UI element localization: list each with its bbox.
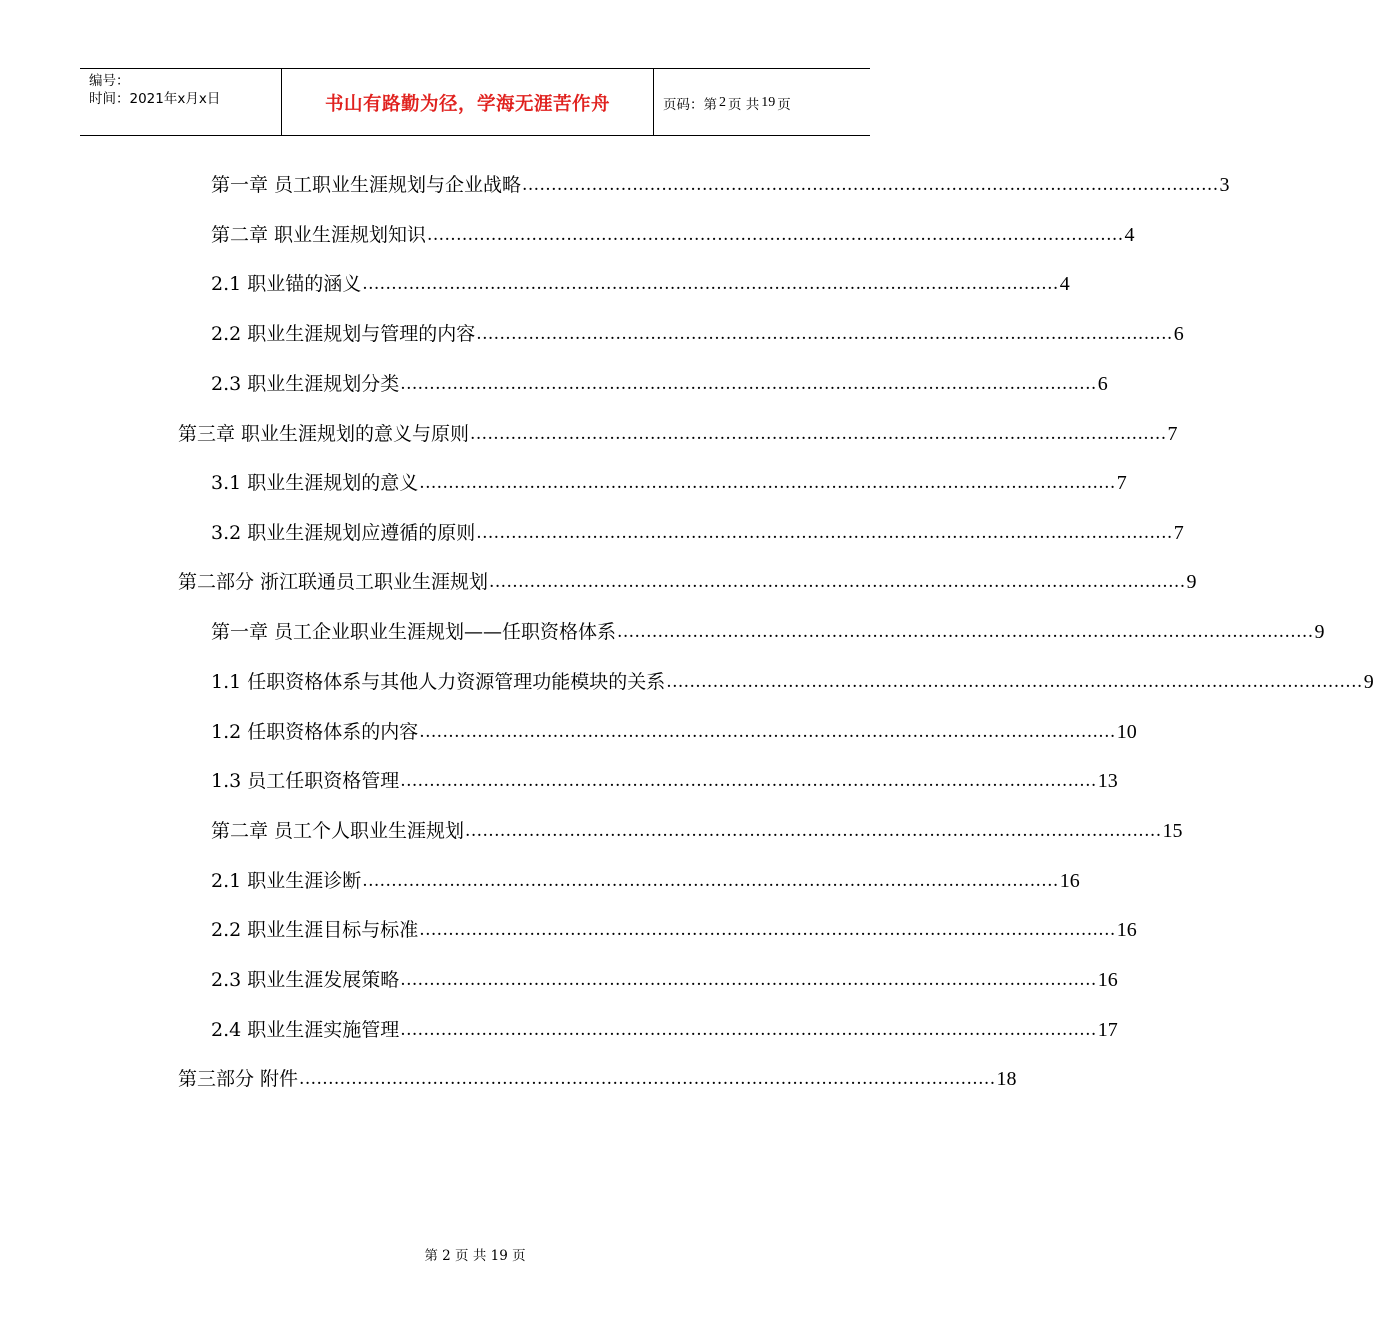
toc-entry[interactable] [211,220,1135,250]
toc-leader-dots: ........................................................................................................................ [400,970,1097,990]
header-page-suffix: 页 [777,97,791,113]
toc-leader-dots: ........................................................................................................................ [666,672,1363,692]
header-page-info [654,69,870,135]
toc-leader-dots: ........................................................................................................................ [299,1069,996,1089]
toc-leader-dots: ........................................................................................................................ [470,424,1167,444]
header-meta [80,69,282,135]
toc-entry-page: 4 [1124,224,1135,246]
header-page-mid: 页 共 [728,97,760,113]
toc-leader-dots: ........................................................................................................................ [476,324,1173,344]
toc-entry[interactable] [211,766,1118,796]
toc-entry-title: 3.2 职业生涯规划应遵循的原则 [211,522,476,544]
toc-entry-page: 9 [1186,571,1197,593]
toc-entry-page: 7 [1116,472,1127,494]
toc-entry-title: 2.3 职业生涯规划分类 [211,373,400,395]
toc-leader-dots: ........................................................................................................................ [400,1020,1097,1040]
toc-entry-title: 第二章 职业生涯规划知识 [211,224,427,246]
toc-entry[interactable] [211,518,1184,548]
toc-entry[interactable] [211,170,1230,200]
header-number-label: 编号： [89,73,130,89]
toc-entry[interactable] [211,269,1070,299]
toc-entry[interactable] [211,866,1080,896]
toc-entry-title: 2.2 职业生涯目标与标准 [211,919,419,941]
toc-entry-page: 9 [1314,621,1325,643]
toc-entry[interactable] [178,1064,1017,1094]
toc-leader-dots: ........................................................................................................................ [419,473,1116,493]
toc-leader-dots: ........................................................................................................................ [362,871,1059,891]
toc-entry-title: 第一章 员工企业职业生涯规划——任职资格体系 [211,621,617,643]
toc-entry-page: 9 [1363,671,1374,693]
toc-entry[interactable] [211,468,1127,498]
toc-leader-dots: ........................................................................................................................ [617,622,1314,642]
toc-leader-dots: ........................................................................................................................ [427,225,1124,245]
toc-leader-dots: ........................................................................................................................ [489,572,1186,592]
page-footer: 第 2 页 共 19 页 [424,1248,526,1264]
toc-entry-page: 7 [1173,522,1184,544]
toc-entry-page: 3 [1219,174,1230,196]
toc-entry-page: 6 [1173,323,1184,345]
toc-entry[interactable] [211,965,1118,995]
toc-entry-page: 16 [1097,969,1118,991]
toc-entry[interactable] [211,617,1325,647]
toc-leader-dots: ........................................................................................................................ [419,722,1116,742]
toc-entry-title: 1.3 员工任职资格管理 [211,770,400,792]
toc-entry[interactable] [178,567,1197,597]
toc-entry[interactable] [211,369,1108,399]
header-page-current: 2 [719,95,726,110]
toc-entry-title: 第三章 职业生涯规划的意义与原则 [178,423,470,445]
toc-entry-title: 2.2 职业生涯规划与管理的内容 [211,323,476,345]
toc-entry-page: 16 [1116,919,1137,941]
toc-entry[interactable] [211,667,1374,697]
toc-entry-title: 1.1 任职资格体系与其他人力资源管理功能模块的关系 [211,671,666,693]
toc-entry-page: 6 [1097,373,1108,395]
toc-entry[interactable] [211,915,1137,945]
toc-entry-title: 第一章 员工职业生涯规划与企业战略 [211,174,522,196]
toc-entry-title: 2.1 职业生涯诊断 [211,870,362,892]
toc-entry-title: 第二章 员工个人职业生涯规划 [211,820,465,842]
toc-leader-dots: ........................................................................................................................ [419,920,1116,940]
toc-entry-page: 16 [1059,870,1080,892]
toc-leader-dots: ........................................................................................................................ [465,821,1162,841]
page-header [80,68,870,136]
toc-entry-title: 2.3 职业生涯发展策略 [211,969,400,991]
toc-leader-dots: ........................................................................................................................ [476,523,1173,543]
toc-entry-title: 1.2 任职资格体系的内容 [211,721,419,743]
header-page-total: 19 [761,95,776,110]
header-page-prefix: 页码：第 [663,97,717,113]
header-time-label: 时间：2021年x月x日 [89,91,221,107]
toc-entry-page: 15 [1162,820,1183,842]
toc-entry-title: 第二部分 浙江联通员工职业生涯规划 [178,571,489,593]
toc-entry[interactable] [211,1015,1118,1045]
toc-entry[interactable] [211,319,1184,349]
toc-entry-page: 7 [1167,423,1178,445]
toc-entry-title: 2.4 职业生涯实施管理 [211,1019,400,1041]
toc-leader-dots: ........................................................................................................................ [362,274,1059,294]
toc-entry-title: 2.1 职业锚的涵义 [211,273,362,295]
toc-entry[interactable] [178,419,1178,449]
header-motto: 书山有路勤为径，学海无涯苦作舟 [282,69,654,135]
toc-entry-page: 18 [996,1068,1017,1090]
toc-entry-page: 17 [1097,1019,1118,1041]
toc-entry-page: 13 [1097,770,1118,792]
toc-leader-dots: ........................................................................................................................ [400,771,1097,791]
toc-entry[interactable] [211,717,1137,747]
toc-entry[interactable] [211,816,1183,846]
toc-entry-title: 第三部分 附件 [178,1068,299,1090]
toc-leader-dots: ........................................................................................................................ [400,374,1097,394]
toc-entry-page: 10 [1116,721,1137,743]
toc-leader-dots: ........................................................................................................................ [522,175,1219,195]
toc-entry-title: 3.1 职业生涯规划的意义 [211,472,419,494]
toc-entry-page: 4 [1059,273,1070,295]
